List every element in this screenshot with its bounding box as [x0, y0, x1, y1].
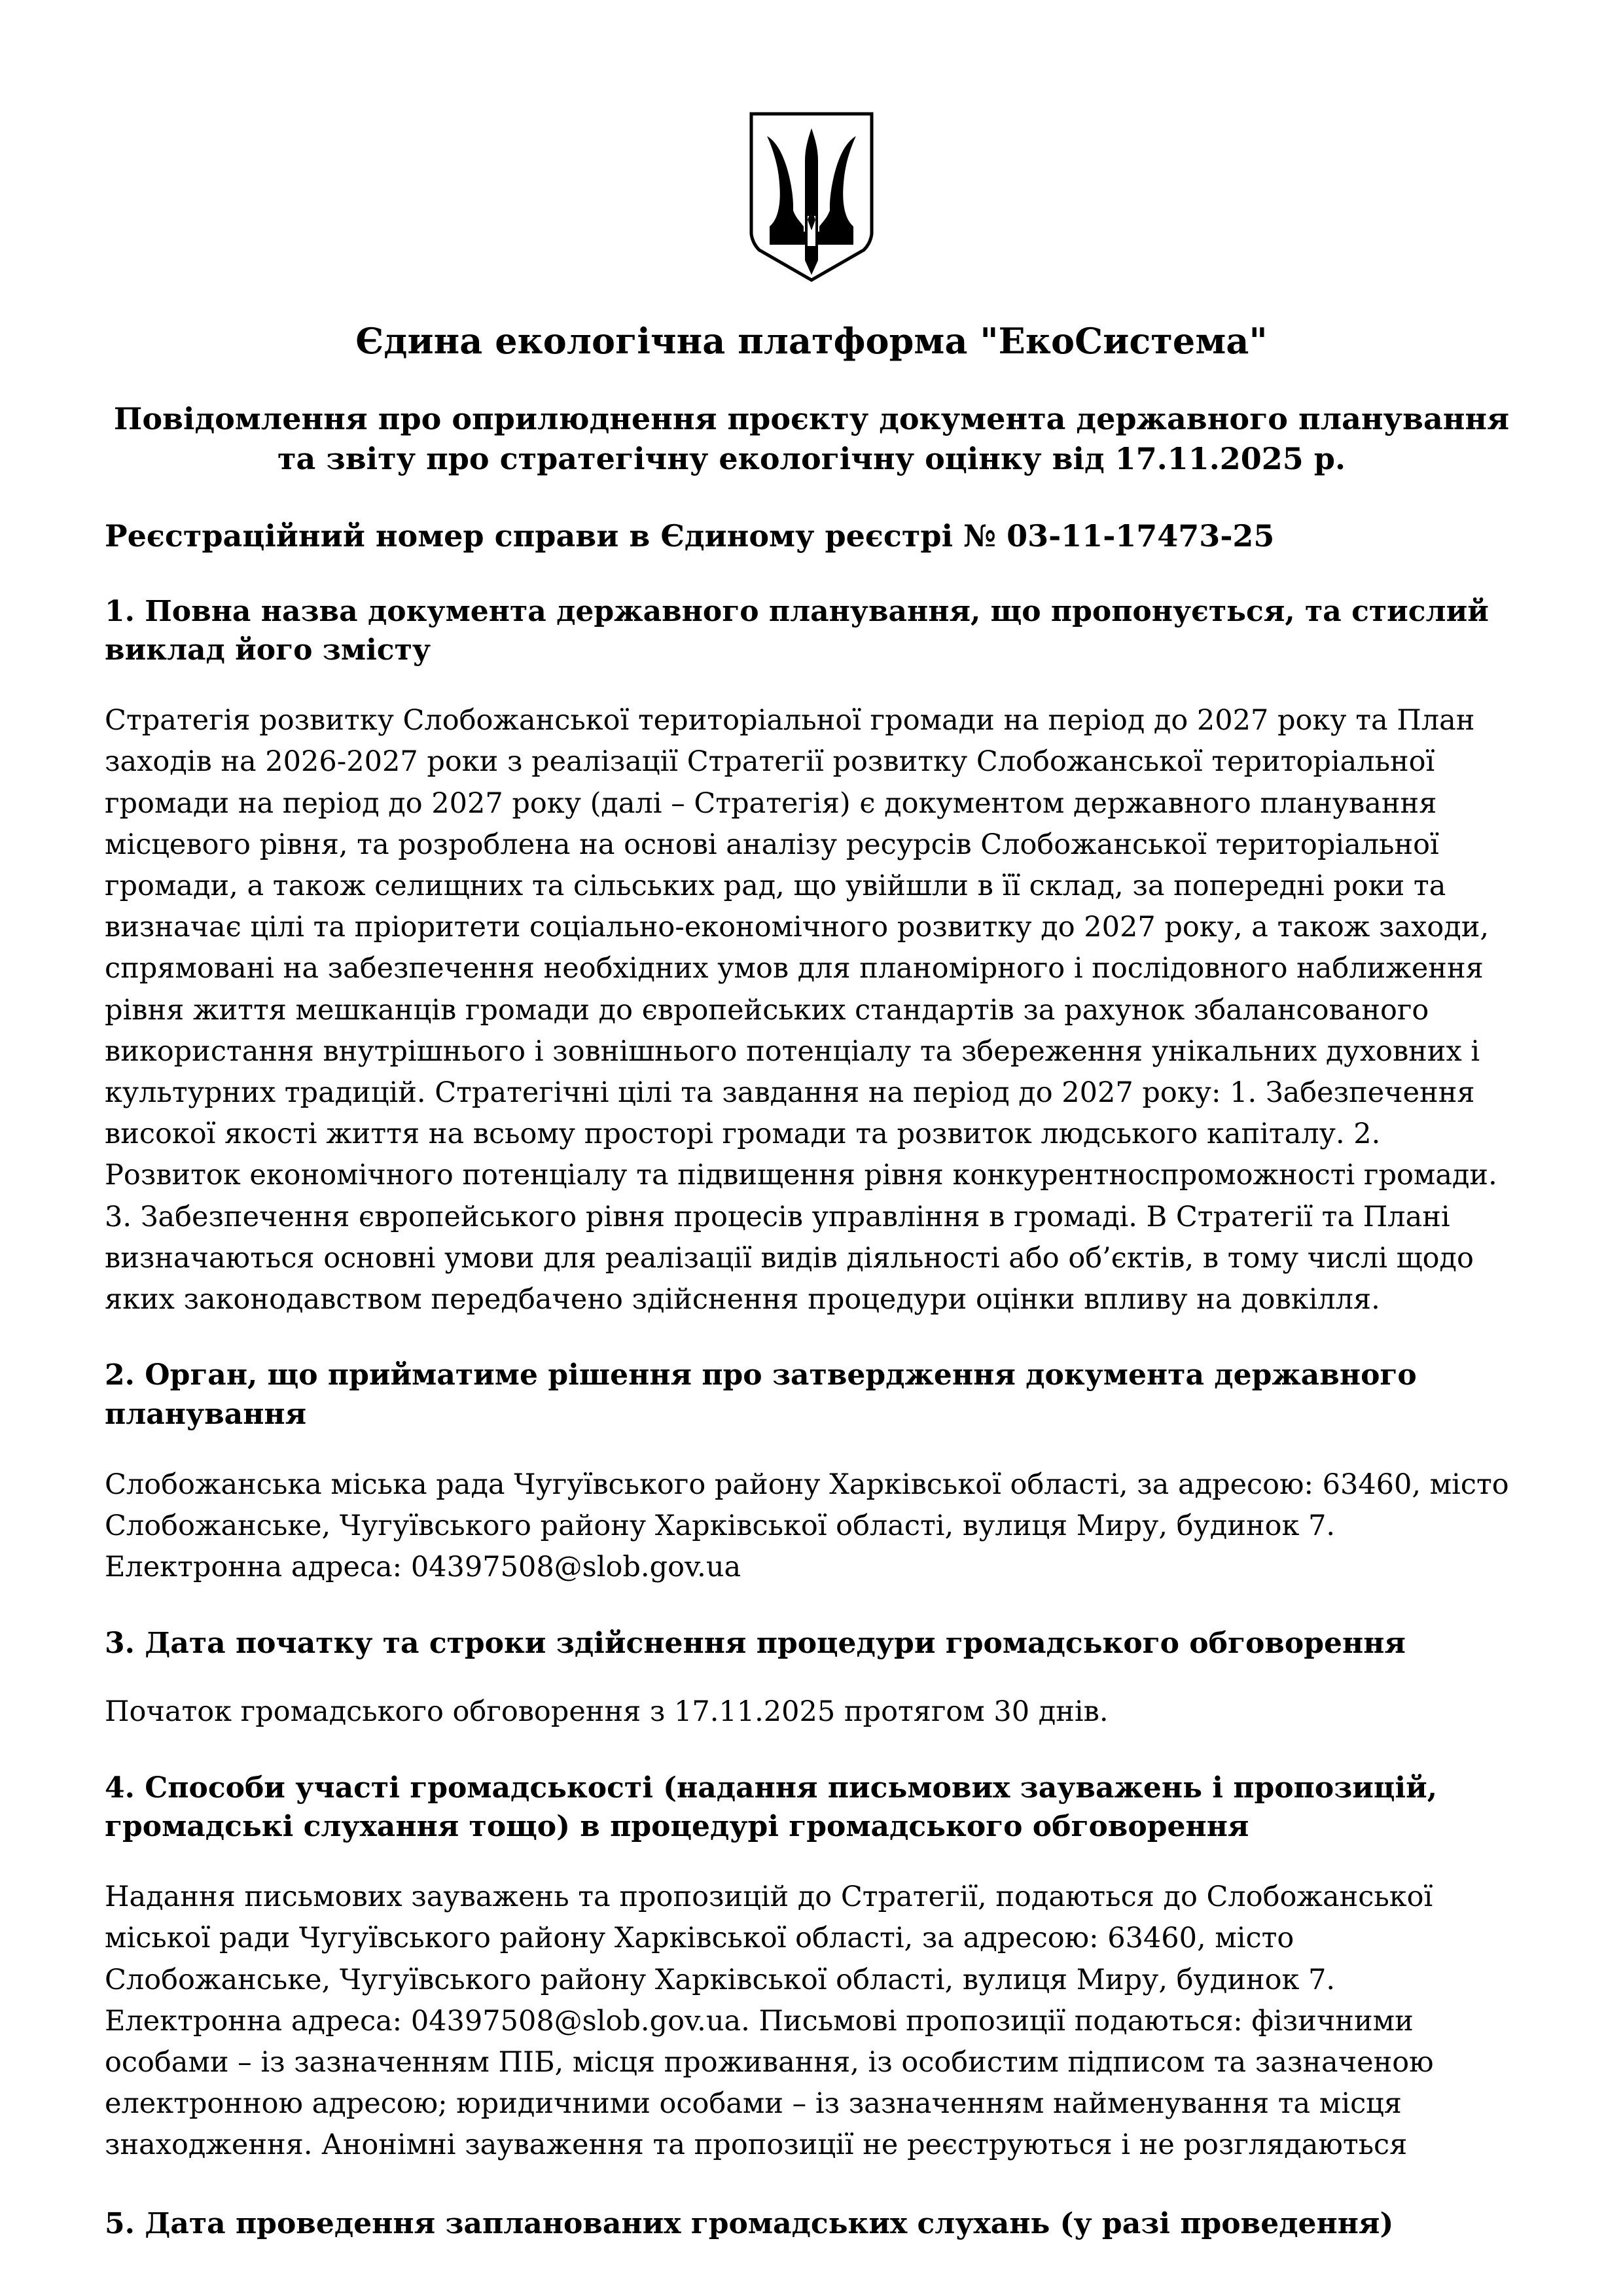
ukraine-trident-emblem-icon: [747, 111, 876, 283]
emblem-container: [105, 0, 1518, 283]
notice-title: [105, 399, 1518, 480]
section-body-2: Слобожанська міська рада Чугуївського району Харківської області, за адресою: 63460, місто Слобожанське, Чугуївського району Харківської області, вулиця Миру, будинок 7. Електронна адреса: 04397508@slob.gov.ua: [105, 1468, 1509, 1584]
section-body-1: Стратегія розвитку Слобожанської територіальної громади на період до 2027 року та План заходів на 2026-2027 роки з реалізації Стратегії розвитку Слобожанської територіальної громади на період до 2027 року (далі – Стратегія) є документом державного планування місцевого рівня, та розроблена на основі аналізу ресурсів Слобожанської територіальної громади, а також селищних та сільських рад, що увійшли в її склад, за попередні роки та визначає цілі та пріоритети соціально-економічного розвитку до 2027 року, а також заходи, спрямовані на забезпечення необхідних умов для планомірного і послідовного наближення рівня життя мешканців громади до європейських стандартів за рахунок збалансованого використання внутрішнього і зовнішнього потенціалу та збереження унікальних духовних і культурних традицій. Стратегічні цілі та завдання на період до 2027 року: 1. Забезпечення високої якості життя на всьому просторі громади та розвиток людського капіталу. 2. Розвиток економічного потенціалу та підвищення рівня конкурентноспроможності громади. 3. Забезпечення європейського рівня процесів управління в громаді. В Стратегії та Плані визначаються основні умови для реалізації видів діяльності або об’єктів, в тому числі щодо яких законодавством передбачено здійснення процедури оцінки впливу на довкілля.: [105, 704, 1497, 1316]
section-heading-1: 1. Повна назва документа державного планування, що пропонується, та стислий виклад його змісту: [105, 594, 1489, 667]
platform-title: Єдина екологічна платформа "ЕкоСистема": [355, 320, 1268, 362]
section-body-3: Початок громадського обговорення з 17.11.2025 протягом 30 днів.: [105, 1695, 1109, 1729]
section-body-4: Надання письмових зауважень та пропозицій до Стратегії, подаються до Слобожанської міської ради Чугуївського району Харківської області, за адресою: 63460, місто Слобожанське, Чугуївського району Харківської області, вулиця Миру, будинок 7. Електронна адреса: 04397508@slob.gov.ua. Письмові пропозиції подаються: фізичними особами – із зазначенням ПІБ, місця проживання, із особистим підписом та зазначеною електронною адресою; юридичними особами – із зазначенням найменування та місця знаходження. Анонімні зауваження та пропозиції не реєструються і не розглядаються: [105, 1881, 1434, 2162]
notice-title-line-2: та звіту про стратегічну екологічну оцінку від 17.11.2025 р.: [277, 441, 1346, 477]
section-heading-4: 4. Способи участі громадськості (надання письмових зауважень і пропозицій, громадські слухання тощо) в процедурі громадського обговорення: [105, 1771, 1438, 1844]
section-heading-2: 2. Орган, що прийматиме рішення про затвердження документа державного планування: [105, 1358, 1417, 1432]
section-heading-5: 5. Дата проведення запланованих громадських слухань (у разі проведення): [105, 2206, 1394, 2240]
registration-number: Реєстраційний номер справи в Єдиному реєстрі № 03-11-17473-25: [105, 518, 1275, 554]
section-heading-3: 3. Дата початку та строки здійснення процедури громадського обговорення: [105, 1626, 1406, 1660]
notice-title-line-1: Повідомлення про оприлюднення проєкту документа державного планування: [113, 400, 1510, 436]
